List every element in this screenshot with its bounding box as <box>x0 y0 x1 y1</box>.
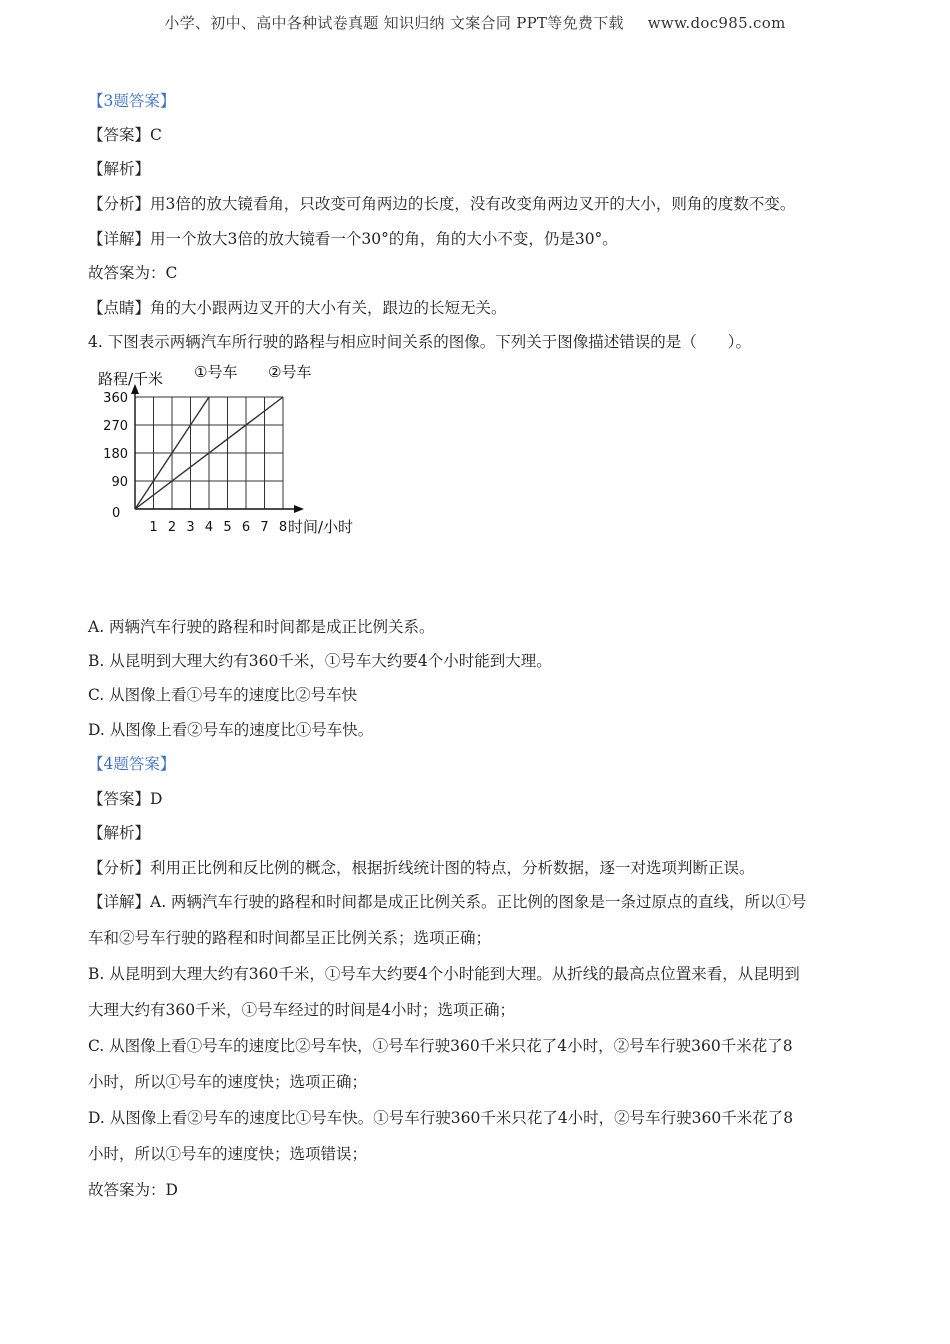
q4-detail-line: B. 从昆明到大理大约有360千米，①号车大约要4个小时能到大理。从折线的最高点位置来看，从昆明到 <box>88 965 800 983</box>
page-header <box>0 12 950 33</box>
q4-question: 4. 下图表示两辆汽车所行驶的路程与相应时间关系的图像。下列关于图像描述错误的是（ ）。 <box>88 333 751 351</box>
x-axis-arrow <box>294 505 304 513</box>
q4-detail-line: D. 从图像上看②号车的速度比①号车快。①号车行驶360千米只花了4小时，②号车行驶360千米花了8 <box>88 1109 794 1127</box>
q3-analysis: 【分析】用3倍的放大镜看角，只改变可角两边的长度，没有改变角两边叉开的大小，则角的度数不变。 <box>88 195 796 213</box>
y-tick-label: 360 <box>103 391 128 406</box>
y-tick-label: 180 <box>103 447 128 462</box>
x-tick-label: 6 <box>241 520 251 535</box>
q4-analysis-title: 【解析】 <box>88 824 151 842</box>
q3-answer-title: 【3题答案】 <box>88 92 176 110</box>
q4-detail-line: 小时，所以①号车的速度快；选项正确； <box>88 1073 368 1091</box>
x-tick-label: 8 <box>278 520 288 535</box>
distance-time-chart <box>92 364 382 544</box>
q4-detail-line: 【详解】A. 两辆汽车行驶的路程和时间都是成正比例关系。正比例的图象是一条过原点的直线，所以①号 <box>88 893 807 911</box>
x-tick-label: 7 <box>260 520 269 535</box>
q4-option-a: A. 两辆汽车行驶的路程和时间都是成正比例关系。 <box>88 618 435 636</box>
q3-final: 故答案为：C <box>88 264 178 282</box>
x-tick-label: 5 <box>223 520 232 535</box>
q4-answer: 【答案】D <box>88 790 163 808</box>
q4-detail-line: C. 从图像上看①号车的速度比②号车快，①号车行驶360千米只花了4小时，②号车行驶360千米花了8 <box>88 1037 793 1055</box>
origin-label: 0 <box>112 506 121 521</box>
header-text: 小学、初中、高中各种试卷真题 知识归纳 文案合同 PPT等免费下载 <box>164 14 624 32</box>
q4-analysis: 【分析】利用正比例和反比例的概念，根据折线统计图的特点，分析数据，逐一对选项判断正误。 <box>88 859 755 877</box>
q4-detail-line: 大理大约有360千米，①号车经过的时间是4小时；选项正确； <box>88 1001 515 1019</box>
q4-option-b: B. 从昆明到大理大约有360千米，①号车大约要4个小时能到大理。 <box>88 652 552 670</box>
series-label-2: ②号车 <box>268 364 312 381</box>
series-label-1: ①号车 <box>194 364 238 381</box>
x-tick-label: 2 <box>167 520 177 535</box>
q4-final: 故答案为：D <box>88 1181 178 1199</box>
y-tick-label: 270 <box>103 419 128 434</box>
header-url[interactable]: www.doc985.com <box>647 14 786 32</box>
q4-option-c: C. 从图像上看①号车的速度比②号车快 <box>88 686 358 704</box>
q4-detail-line: 小时，所以①号车的速度快；选项错误； <box>88 1145 368 1163</box>
y-tick-label: 90 <box>111 475 128 490</box>
q3-analysis-title: 【解析】 <box>88 160 151 178</box>
x-tick-label: 4 <box>204 520 214 535</box>
q4-option-d: D. 从图像上看②号车的速度比①号车快。 <box>88 721 374 739</box>
q3-comment: 【点睛】角的大小跟两边叉开的大小有关，跟边的长短无关。 <box>88 299 507 317</box>
q3-answer: 【答案】C <box>88 126 162 144</box>
q4-detail-line: 车和②号车行驶的路程和时间都呈正比例关系；选项正确； <box>88 929 492 947</box>
q3-detail: 【详解】用一个放大3倍的放大镜看一个30°的角，角的大小不变，仍是30°。 <box>88 230 618 248</box>
x-tick-label: 3 <box>186 520 195 535</box>
x-tick-label: 1 <box>149 520 158 535</box>
y-axis-label: 路程/千米 <box>98 370 164 388</box>
x-axis-label: 时间/小时 <box>288 518 354 536</box>
chart-axes <box>131 384 304 513</box>
q4-answer-title: 【4题答案】 <box>88 755 176 773</box>
